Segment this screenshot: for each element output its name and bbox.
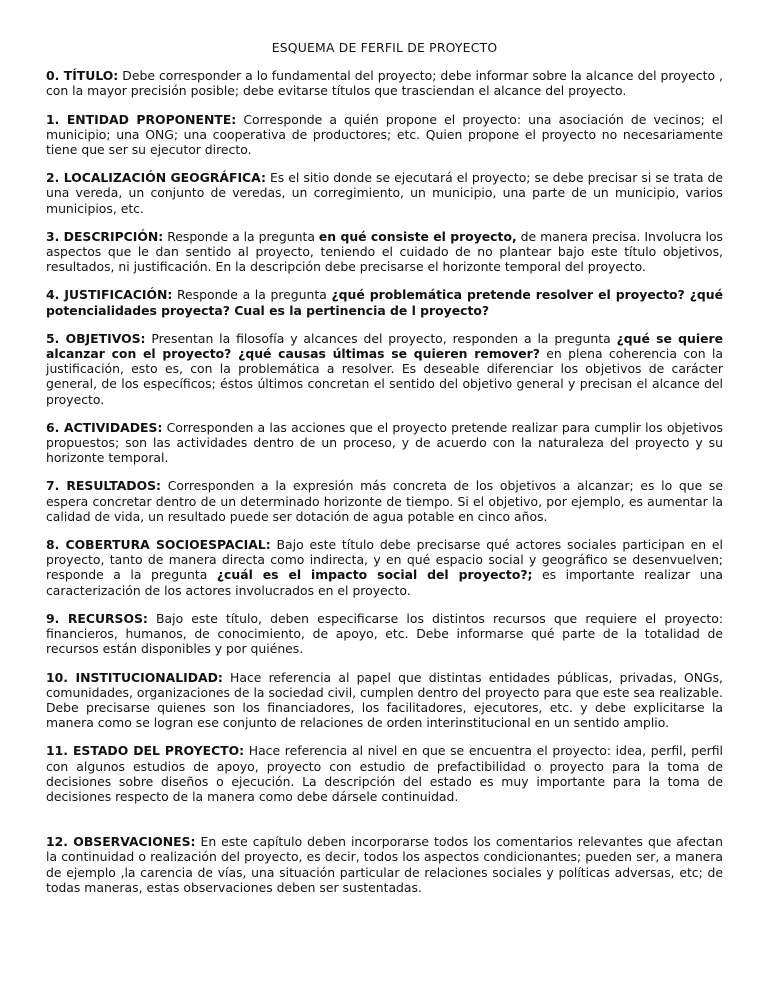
section-question: en qué consiste el proyecto, (318, 228, 517, 244)
section-titulo (46, 68, 723, 98)
section-descripcion (46, 229, 723, 275)
section-heading: 5. OBJETIVOS: (46, 330, 146, 346)
section-actividades (46, 420, 723, 466)
section-heading: 10. INSTITUCIONALIDAD: (46, 669, 223, 685)
section-text: Hace referencia al nivel en que se encuentra el proyecto: idea, perfil, perfil con algunos estudios de apoyo, proyecto con estudio de prefactibilidad o proyecto para la toma de decisiones sobre diseños o ejecución. La descripción del estado es muy importante para la toma de decisiones respecto de la manera como debe dársele continuidad. (46, 743, 723, 804)
section-question: ¿qué se quiere alcanzar con el proyecto? ¿qué causas últimas se quieren remover? (46, 330, 724, 362)
section-text: Corresponden a la expresión más concreta de los objetivos a alcanzar; es lo que se espera concretar dentro de un determinado horizonte de tiempo. Si el objetivo, por ejemplo, es aumentar la calidad de vida, un resultado puede ser dotación de agua potable en cinco años. (46, 478, 723, 524)
section-text: en plena coherencia con la justificación, esto es, con la problemática a resolver. Es deseable diferenciar los objetivos de carácter general, de los específicos; éstos últimos concretan el sentido del objetivo general y precisan el alcance del proyecto. (46, 346, 724, 407)
section-heading: 12. OBSERVACIONES: (46, 834, 196, 850)
section-text: es importante realizar una caracterización de los actores involucrados en el proyecto. (46, 567, 724, 598)
section-heading: 1. ENTIDAD PROPONENTE: (46, 111, 237, 127)
document-title: ESQUEMA DE FERFIL DE PROYECTO (271, 40, 498, 55)
section-text: Corresponde a quién propone el proyecto: una asociación de vecinos; el municipio; una ONG; una cooperativa de productores; etc. Quien propone el proyecto no necesariamente tiene que ser su ejecutor directo. (46, 111, 723, 158)
section-estado-del-proyecto (46, 743, 723, 804)
section-heading: 7. RESULTADOS: (46, 478, 162, 494)
section-question: ¿cuál es el impacto social del proyecto?; (216, 567, 533, 583)
section-text: Hace referencia al papel que distintas entidades públicas, privadas, ONGs, comunidades, organizaciones de la sociedad civil, cumplen dentro del proyecto para que este sea realizable. Debe precisarse quienes son los financiadores, los facilitadores, ejecutores, etc. y debe explicitarse la manera como se logran ese conjunto de relaciones de orden interinstitucional en un sentido amplio. (46, 669, 723, 731)
section-text: Bajo este título, deben especificarse los distintos recursos que requiere el proyecto: financieros, humanos, de conocimiento, de apoyo, etc. Debe informarse qué parte de la totalidad de recursos están disponibles y por quiénes. (46, 610, 723, 657)
section-resultados (46, 478, 723, 524)
section-heading: 8. COBERTURA SOCIOESPACIAL: (46, 537, 271, 553)
section-justificacion (46, 287, 723, 317)
section-institucionalidad (46, 670, 723, 731)
section-text: Responde a la pregunta (163, 228, 319, 244)
section-text: Debe corresponder a lo fundamental del proyecto; debe informar sobre la alcance del proyecto , con la mayor precisión posible; debe evitarse títulos que trasciendan el alcance del proyecto. (46, 68, 723, 99)
section-text: Es el sitio donde se ejecutará el proyecto; se debe precisar si se trata de una vereda, un conjunto de veredas, un corregimiento, un municipio, una parte de un municipio, varios municipios, etc. (46, 170, 723, 216)
section-heading: 4. JUSTIFICACIÓN: (46, 287, 173, 303)
section-question: ¿qué problemática pretende resolver el proyecto? ¿qué potencialidades proyecta? Cual es la pertinencia de l proyecto? (46, 287, 724, 318)
section-text: En este capítulo deben incorporarse todos los comentarios relevantes que afectan la continuidad o realización del proyecto, es decir, todos los aspectos condicionantes; pueden ser, a manera de ejemplo ,la carencia de vías, una situación particular de relaciones sociales y políticas adversas, etc; de todas maneras, estas observaciones deben ser sustentadas. (46, 834, 723, 895)
section-text: Corresponden a las acciones que el proyecto pretende realizar para cumplir los objetivos propuestos; son las actividades dentro de un proceso, y de acuerdo con la naturaleza del proyecto y su horizonte temporal. (46, 419, 724, 466)
section-text: Presentan la filosofía y alcances del proyecto, responden a la pregunta (145, 330, 617, 346)
section-text: de manera precisa. Involucra los aspectos que le dan sentido al proyecto, teniendo el cuidado de no plantear bajo este título objetivos, resultados, ni justificación. En la descripción debe precisarse el horizonte temporal del proyecto. (46, 228, 724, 275)
section-heading: 3. DESCRIPCIÓN: (46, 228, 164, 244)
section-heading: 2. LOCALIZACIÓN GEOGRÁFICA: (46, 170, 266, 186)
section-localizacion-geografica (46, 170, 723, 216)
section-recursos (46, 611, 723, 657)
section-heading: 6. ACTIVIDADES: (46, 419, 163, 435)
section-cobertura-socioespacial (46, 537, 723, 598)
section-text: Bajo este título debe precisarse qué actores sociales participan en el proyecto, tanto de manera directa como indirecta, y en qué espacio social y geográfico se desenvuelven; responde a la pregunta (46, 537, 723, 583)
section-heading: 9. RECURSOS: (46, 610, 148, 626)
document-page (46, 40, 723, 908)
section-objetivos (46, 331, 723, 407)
section-text: Responde a la pregunta (172, 287, 332, 303)
section-observaciones (46, 834, 723, 895)
section-heading: 11. ESTADO DEL PROYECTO: (46, 743, 245, 759)
section-entidad-proponente (46, 112, 723, 158)
section-heading: 0. TÍTULO: (46, 68, 119, 84)
